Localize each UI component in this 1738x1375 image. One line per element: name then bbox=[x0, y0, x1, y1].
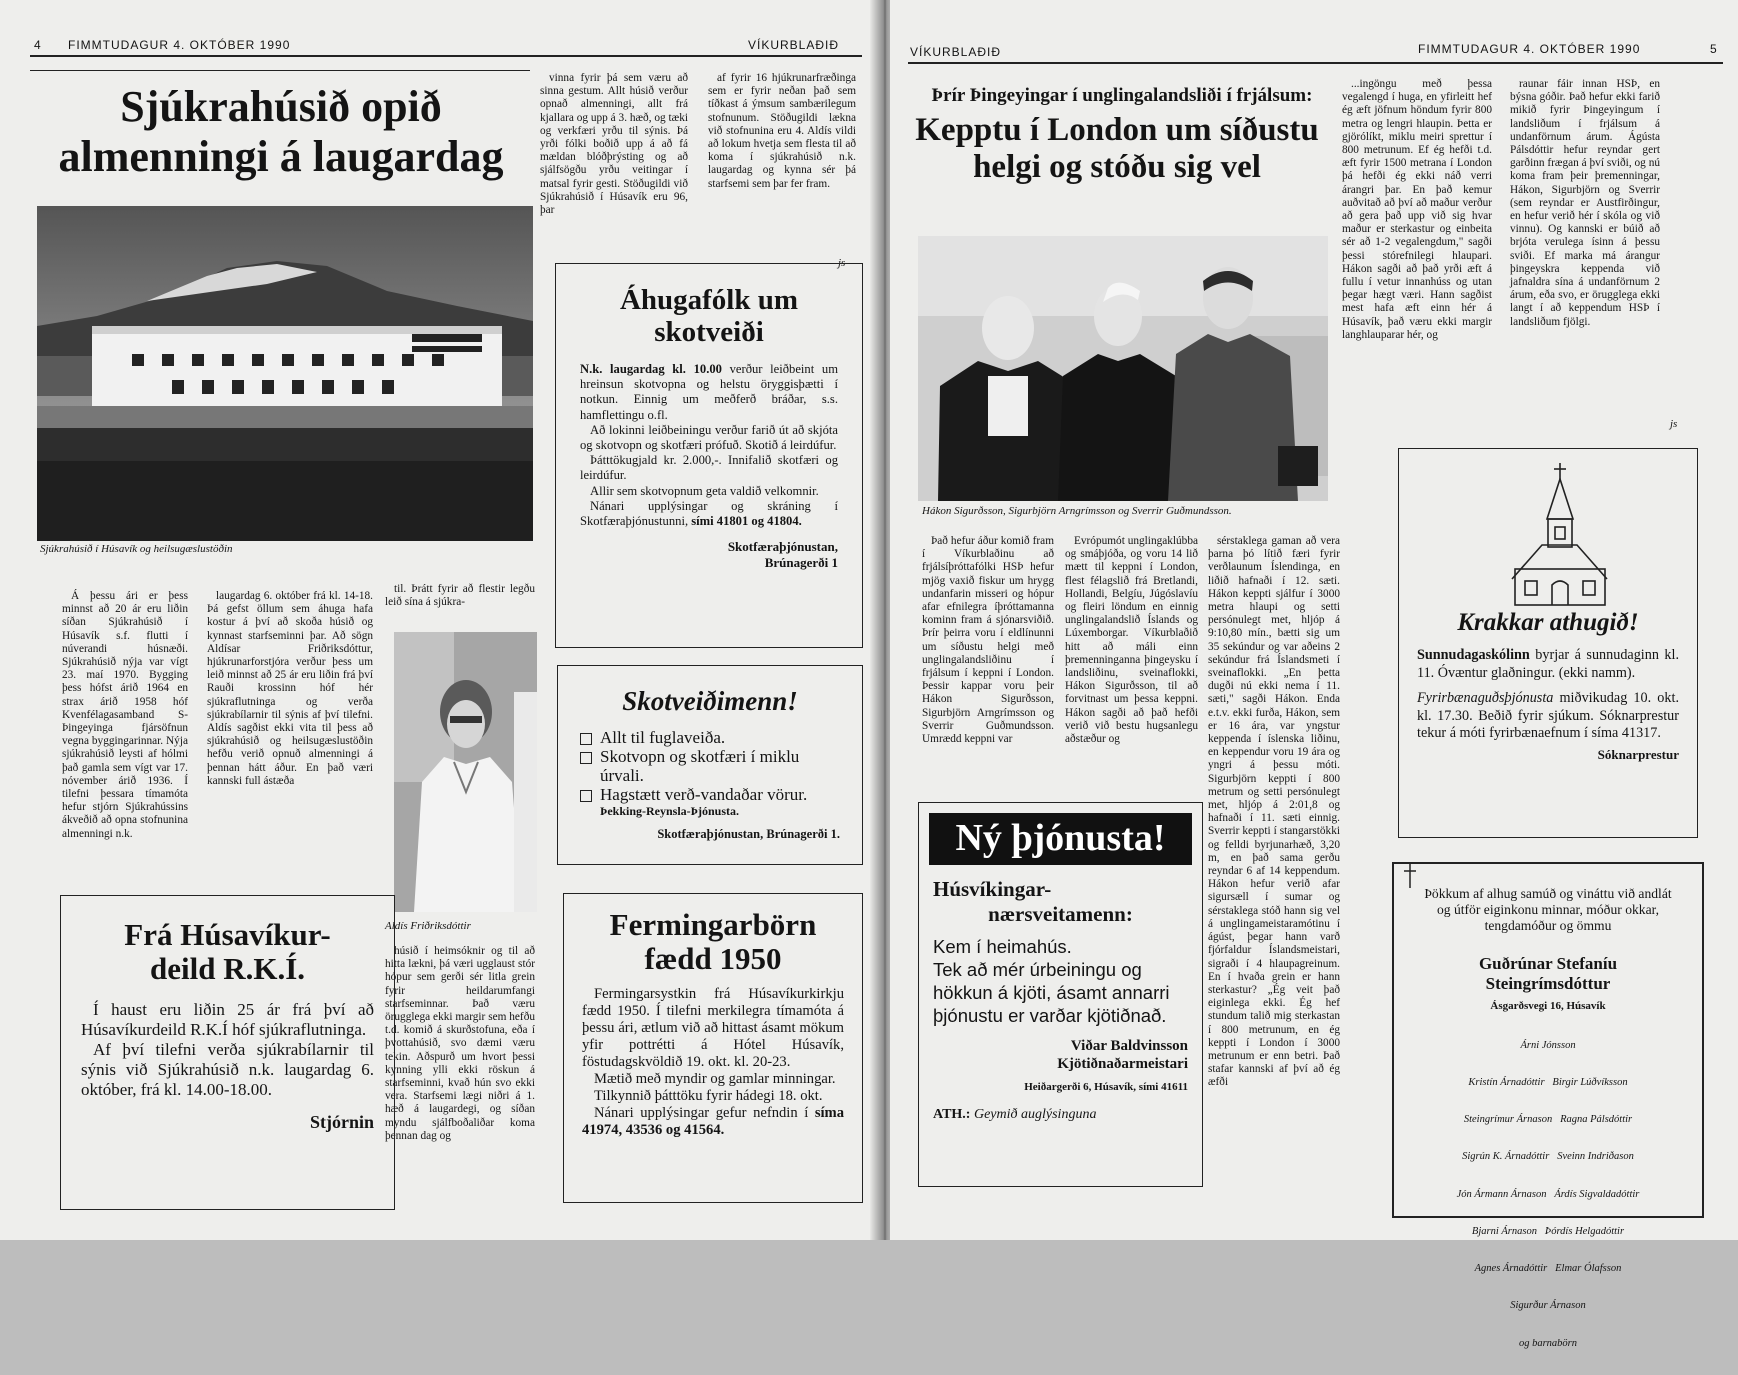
church-icon bbox=[1417, 459, 1679, 609]
article-signoff: js bbox=[838, 257, 846, 269]
obituary-name-line: Agnes Árnadóttir Elmar Ólafsson bbox=[1474, 1263, 1622, 1275]
butcher-service-subtitle: Húsvíkingar- nærsveitamenn: bbox=[933, 877, 1133, 926]
obituary-name-line: Bjarni Árnason Þórdís Helgadóttir bbox=[1471, 1225, 1625, 1237]
right-page bbox=[890, 0, 1738, 1349]
continuation-col-2: af fyrir 16 hjúkrunarfræðinga sem er fyrir neðan það sem tíðkast á ýmsum sambærilegum stofnunum. Stöðugildi lækna við stofnunina eru 4. Aldís vildi að lokum hvetja sem flesta til að koma í sjúkrahúsið n.k. laugardag og kynna sér þá starfsemi sem þar fer fram. bbox=[708, 72, 856, 190]
headline-line1: Sjúkrahúsið opið bbox=[120, 82, 442, 131]
rki-box bbox=[60, 895, 395, 1210]
page-date: FIMMTUDAGUR 4. OKTÓBER 1990 bbox=[68, 38, 291, 52]
church-notice-title: Krakkar athugið! bbox=[1457, 609, 1639, 636]
rki-body: Í haust eru liðin 25 ár frá því að Húsavíkurdeild R.K.Í hóf sjúkraflutninga. Af því tilefni verða sjúkrabílarnir til sýnis við Sjúkrahúsið n.k. laugardag 6. október, frá kl. 14.00-18.00. bbox=[81, 1000, 374, 1099]
hunters-ad-item: Skotvopn og skotfæri í miklu úrvali. bbox=[580, 747, 840, 785]
header-rule bbox=[30, 55, 862, 57]
obituary-box bbox=[1392, 862, 1704, 1349]
butcher-service-banner: Ný þjónusta! bbox=[929, 813, 1192, 865]
article-continuation-col-1: ...ingöngu með þessa vegalengd í huga, en yfirleitt hef ég æft jöfnum höndum fyrir 800 metra og lengri hlaupin. Þetta er gjörólíkt, miklu meiri sprettur í 800 metrunum. Ef ég hefði t.d. æft fyrir 1500 metrana í London þá hefði ég ekki náð verri árangri þar. En það kemur auðvitað að því að maður verður að gera það upp við sig hvar maður er sterkastur og einbeita sér að 1-2 vegalengdum," sagði þessi stórefnilegi hlaupari. Hákon sagði að það yrði æft á fullu í vetur innanhúss og utan þegar hægt væri. Hann sagðist mest hafa æft einn hér á Húsavík, það væru ekki margir langhlauparar hér, og bbox=[1342, 78, 1492, 341]
shooting-course-sign: Skotfæraþjónustan, Brúnagerði 1 bbox=[727, 539, 838, 571]
rki-sign: Stjórnin bbox=[309, 1112, 374, 1132]
main-headline bbox=[36, 82, 526, 182]
obituary-name-line: Árni Jónsson bbox=[1520, 1039, 1576, 1051]
butcher-service-box bbox=[918, 802, 1203, 1187]
page-date: FIMMTUDAGUR 4. OKTÓBER 1990 bbox=[1418, 42, 1641, 56]
hunters-ad-item: Allt til fuglaveiða. bbox=[580, 728, 840, 747]
athletes-caption: Hákon Sigurðsson, Sigurbjörn Arngrímsson og Sverrir Guðmundsson. bbox=[922, 505, 1232, 517]
hunters-ad-box bbox=[557, 665, 863, 865]
athletes-photo bbox=[918, 236, 1328, 501]
church-notice-sign: Sóknarprestur bbox=[1597, 746, 1679, 762]
butcher-service-address: Heiðargerði 6, Húsavík, sími 41611 bbox=[1024, 1081, 1188, 1093]
rki-title: Frá Húsavíkur- deild R.K.Í. bbox=[124, 917, 331, 986]
article-col-2: Evrópumót unglingaklúbba og smáþjóða, og voru 14 lið mætt til keppni í London, flest félagslið frá Bretlandi, Hollandi, Belgíu, Júgóslavíu og fleiri löndum en einnig unglingalandslið Íslands og Lúxemborgar. Víkurblaðið hitt að máli einn þremenninganna þingeysku í landsliðinu, sveinaflokki, Hákon Sigurðsson, til að forvitnast um þessa keppni. Hákon sagði að það hefði verið við bestu hugsanlegu aðstæður og bbox=[1065, 535, 1198, 746]
obituary-name-line: Kristín Árnadóttir Birgir Lúðvíksson bbox=[1468, 1077, 1628, 1089]
left-page bbox=[0, 0, 880, 1240]
obituary-names bbox=[1416, 1015, 1680, 1375]
article-headline: Kepptu í London um síðustu helgi og stóðu sig vel bbox=[915, 112, 1319, 185]
obituary-intro: Þökkum af alhug samúð og vináttu við andlát og útför eiginkonu minnar, móður okkar, tengdamóður og ömmu bbox=[1424, 886, 1672, 933]
article-signoff: js bbox=[1670, 418, 1678, 430]
hunters-ad-line2: Skotfæraþjónustan, Brúnagerði 1. bbox=[657, 827, 840, 841]
hunters-ad-line1: Þekking-Reynsla-Þjónusta. bbox=[600, 804, 740, 818]
checkbox-icon bbox=[580, 752, 592, 764]
confirmation-reunion-box bbox=[563, 893, 863, 1203]
hunters-ad-item: Hagstætt verð-vandaðar vörur. bbox=[580, 785, 840, 804]
article-kicker: Þrír Þingeyingar í unglingalandsliði í frjálsum: bbox=[931, 85, 1313, 106]
obituary-name-line: Jón Ármann Árnason Árdís Sigvaldadóttir bbox=[1456, 1188, 1640, 1200]
shooting-course-title: Áhugafólk um skotveiði bbox=[619, 284, 799, 348]
cross-icon bbox=[1404, 862, 1416, 888]
checkbox-icon bbox=[580, 790, 592, 802]
checkbox-icon bbox=[580, 733, 592, 745]
obituary-name-line: Sigrún K. Árnadóttir Sveinn Indriðason bbox=[1462, 1151, 1634, 1163]
article-col-1: Það hefur áður komið fram í Víkurblaðinu að frjálsíþróttafólki HSÞ hefur mjög vaxið fiskur um hrygg undanfarin misseri og hópur afar efnilegra íþróttamanna kominn fram á sjónarsviðið. Þrír þeirra voru í eldlínunni um síðustu helgi með unglingalandsliðinu í frjálsum í keppni í London. Þessir kappar voru þeir Hákon Sigurðsson, Sigurbjörn Arngrímsson og Sverrir Guðmundsson. Umrædd keppni var bbox=[922, 535, 1054, 746]
hospital-photo-caption: Sjúkrahúsið í Húsavík og heilsugæslustöðin bbox=[40, 543, 233, 555]
butcher-service-sign: Viðar Baldvinsson Kjötiðnaðarmeistari bbox=[1057, 1038, 1188, 1072]
article-col-a: Á þessu ári er þess minnst að 20 ár eru liðin síðan Sjúkrahúsið í Húsavík s.f. flutti í núverandi húsnæði. Sjúkrahúsið nýja var vígt 23. maí 1970. Bygging þess hófst árið 1964 en strax árið 1958 hóf Kvenfélagasamband S-Þingeyinga fjársöfnun vegna byggingarinnar. Nýja sjúkrahúsið leysti af hólmi það gamla sem vígt var 17. nóvember árið 1936. Í tilefni þessara tímamóta hefur stjórn Sjúkrahússins ákveðið að opna stofnunina almenningi n.k. bbox=[62, 590, 188, 840]
obituary-name: Guðrúnar Stefaníu Steingrímsdóttur bbox=[1478, 954, 1618, 993]
headline-line2: almenningi á laugardag bbox=[58, 132, 504, 181]
aldis-photo bbox=[394, 632, 537, 912]
header-rule bbox=[908, 62, 1723, 64]
butcher-service-note: ATH.: Geymið auglýsinguna bbox=[933, 1107, 1097, 1122]
obituary-name-line: og barnabörn bbox=[1518, 1337, 1578, 1349]
shooting-course-box bbox=[555, 263, 863, 648]
obituary-name-line: Steingrímur Árnason Ragna Pálsdóttir bbox=[1463, 1114, 1633, 1126]
hunters-ad-title: Skotveiðimenn! bbox=[622, 686, 798, 716]
paper-name: VÍKURBLAÐIÐ bbox=[910, 45, 1002, 59]
hospital-photo bbox=[37, 206, 533, 541]
hunters-ad-list bbox=[580, 728, 840, 804]
article-col-3: sérstaklega gaman að vera þarna þó lítið færi fyrir verðlaunum Íslendinga, en liðið hafnaði í 12. sæti. Hákon keppti sjálfur í 3000 metra hlaupi og setti persónulegt met, hljóp á 9:10,80 mín., bætti sig um 35 sekúndur og var aðeins 2 sekúndur frá Íslandsmeti í sveinaflokki. „En þetta dugði nú ekki nema í 11. sæti," sagði Hákon. Enda e.t.v. ekki furða, Hákon, sem er 16 ára, var yngstur keppenda í íslenska liðinu, en keppendur voru 19 ára og yngri á þessu móti. Sigurbjörn keppti í 800 metrum og setti persónulegt met, hljóp á 2:01,8 og hafnaði í 11. sæti einnig. Sverrir keppti í stangarstökki og felldi byrjunarhæð, 3,20 m, en það sama gerðu reyndar 6 af 14 keppendum. Hákon hefur verið afar sigursæll í sumar og sérstaklega stóð hann sig vel á unglingameistaramótinu í ágúst, þegar hann varð fjórfaldur Íslandsmeistari, sigraði í 4 hlaupagreinum. En í hvaða grein er hann sterkastur? „Ég veit það eiginlega ekki. Ég hef stundum talið mig sterkastan í 800 metrunum, en ég keppti í London í 3000 metrunum er enn betri. Það stafar kannski af því að ég æfði bbox=[1208, 535, 1340, 1089]
article-col-c-cont: húsið í heimsóknir og til að hitta lækni, þá væri ugglaust stór hópur sem gerði sér litla grein fyrir heildarumfangi starfseminnar. Það væru örugglega ekki margir sem hefðu t.d. komið á skurðstofuna, eða í þvottahúsið, svo dæmi væru tekin. Aðspurð um hvort þessi kynning ylli ekki röskun á starfseminni, kvað hún svo ekki vera. Starfsemi lægi niðri á 1. hæð á laugardegi, og síðan myndu sjálfboðaliðar koma þennan dag og bbox=[385, 945, 535, 1142]
obituary-name-line: Sigurður Árnason bbox=[1510, 1300, 1586, 1312]
article-col-c-top: til. Þrátt fyrir að flestir legðu leið sína á sjúkra- bbox=[385, 583, 535, 609]
confirmation-reunion-body: Fermingarsystkin frá Húsavíkurkirkju fædd 1950. Í tilefni merkilegra tímamóta á þessu ári, ætlum við að hittast ásamt mökum yfir pottrétti á Hótel Húsavík, föstudagskvöldið 19. okt. kl. 20-23. Mætið með myndir og gamlar minningar. Tilkynnið þátttöku fyrir hádegi 18. okt. Nánari upplýsingar gefur nefndin í síma 41974, 43536 og 41564. bbox=[582, 986, 844, 1138]
page-number: 4 bbox=[34, 38, 42, 52]
aldis-caption: Aldís Friðriksdóttir bbox=[385, 920, 471, 932]
church-notice-body: Sunnudagaskólinn byrjar á sunnudaginn kl. 11. Óvæntur glaðningur. (ekki namm). Fyrirbænaguðsþjónusta miðvikudag 10. okt. kl. 17.30. Beðið fyrir sjúkum. Sóknarprestur tekur á móti fyrirbænaefnum í síma 41317. bbox=[1417, 647, 1679, 741]
church-notice-box bbox=[1398, 448, 1698, 838]
butcher-service-body: Kem í heimahús. Tek að mér úrbeiningu og hökkun á kjöti, ásamt annarri þjónustu er varðar kjötiðnað. bbox=[933, 936, 1170, 1026]
page-number: 5 bbox=[1710, 42, 1718, 56]
continuation-col-1: vinna fyrir þá sem væru að sinna gestum. Allt húsið verður opnað almenningi, allt frá kjallara og upp á 3. hæð, og tæki og verkfæri yrðu til sýnis. Þá yrði fólki boðið upp á að fá mældan blóðþrýsting og að sjálfsögðu yrðu veitingar í matsal fyrir gesti. Stöðugildi við Sjúkrahúsið í Húsavík eru 96, þar bbox=[540, 72, 688, 217]
obituary-address: Ásgarðsvegi 16, Húsavík bbox=[1490, 1000, 1606, 1012]
headline-rule bbox=[30, 70, 530, 71]
confirmation-reunion-title: Fermingarbörn fædd 1950 bbox=[609, 907, 817, 976]
article-col-b: laugardag 6. október frá kl. 14-18. Þá gefst öllum sem áhuga hafa kostur á því að skoða húsið og kynnast starfseminni þar. Að sögn Aldísar Friðriksdóttur, hjúkrunarforstjóra verður þess um leið minnst að 25 ár eru liðin frá því Rauði krossinn hóf hér sjúkraflutninga og verða sjúkrabílarnir til sýnis af því tilefni. Aldís sagðist ekki vita til þess að sjúkrahúsið og heilsugæslustöðin hefðu verið opnuð almenningi á þennan hátt áður. En það væri kannski full ástæða bbox=[207, 590, 373, 787]
shooting-course-body: N.k. laugardag kl. 10.00 verður leiðbeint um hreinsun skotvopna og helstu öryggisþætti í notkun. Einnig um meðferð bráðar, s.s. hamflettingu o.fl. Að lokinni leiðbeiningu verður farið út að skjóta og skotvopn og skotfæri prófuð. Skotið á leirdúfur. Þátttökugjald kr. 2.000,-. Innifalið skotfæri og leirdúfur. Allir sem skotvopnum geta valdið velkomnir. Nánari upplýsingar og skráning í Skotfæraþjónustunni, sími 41801 og 41804. bbox=[580, 362, 838, 529]
article-continuation-col-2: raunar fáir innan HSÞ, en býsna góðir. Það hefur ekki farið mikið fyrir Þingeyingum í landsliðum í frjálsum á undanförnum árum. Ágústa Pálsdóttir hefur reyndar gert garðinn frægan á því sviði, og nú koma fram þeir þremenningar, Hákon, Sigurbjörn og Sverrir (sem reyndar er Austfirðingur, en hefur verið hér í skóla og við vinnu). Og kannski er búið að brjóta verulega ísinn á þessu sviði. Ef marka má árangur þingeyskra keppenda við jafnaldra sína á undanförnum 2 árum, eða svo, er örugglega ekki langt í að keppendum HSÞ í landsliðum fjölgi. bbox=[1510, 78, 1660, 328]
paper-name: VÍKURBLAÐIÐ bbox=[748, 38, 840, 52]
